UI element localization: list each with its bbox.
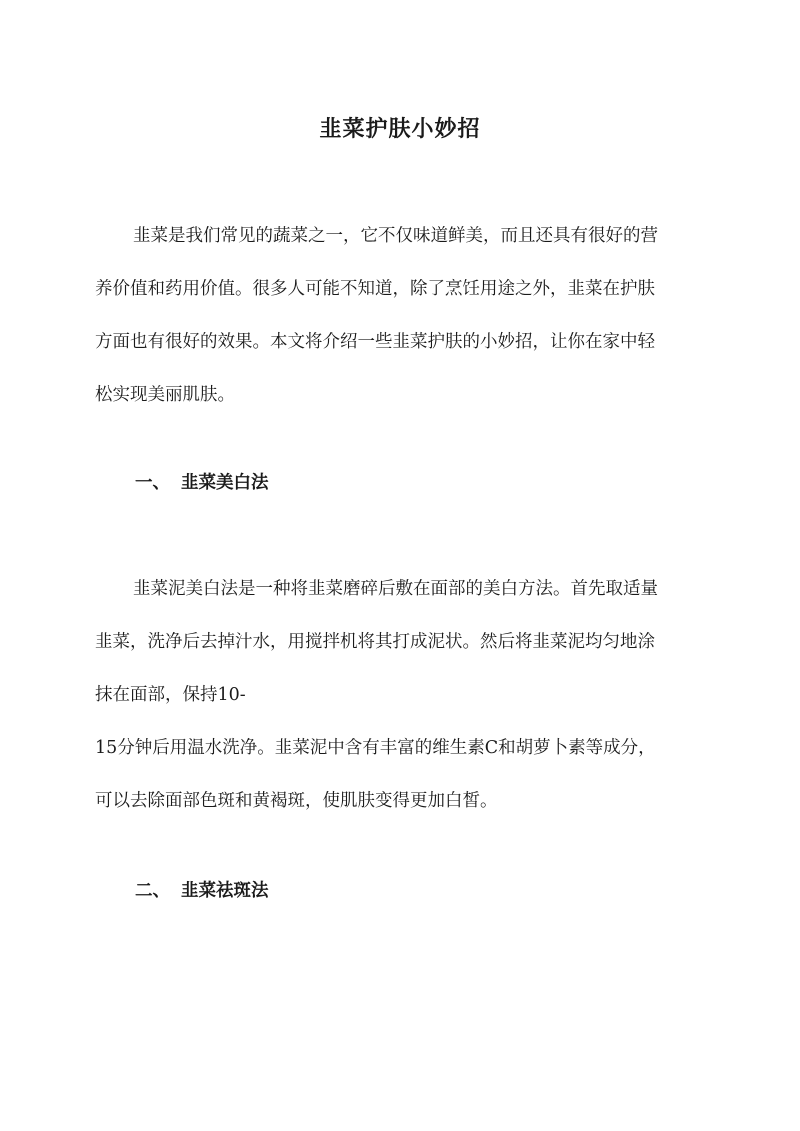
section-1-line-3: 抹在面部，保持10- bbox=[95, 685, 246, 705]
section-1-line-5: 可以去除面部色斑和黄褐斑，使肌肤变得更加白皙。 bbox=[95, 791, 498, 811]
intro-line-4: 松实现美丽肌肤。 bbox=[95, 385, 235, 405]
section-number-2: 二、 bbox=[135, 881, 170, 901]
section-title-1: 韭菜美白法 bbox=[181, 473, 269, 493]
section-number-1: 一、 bbox=[135, 473, 170, 493]
intro-line-3: 方面也有很好的效果。本文将介绍一些韭菜护肤的小妙招，让你在家中轻 bbox=[95, 332, 655, 352]
section-1-line-2: 韭菜，洗净后去掉汁水，用搅拌机将其打成泥状。然后将韭菜泥均匀地涂 bbox=[95, 632, 655, 652]
section-title-2: 韭菜祛斑法 bbox=[181, 881, 269, 901]
intro-line-1: 韭菜是我们常见的蔬菜之一，它不仅味道鲜美，而且还具有很好的营 bbox=[133, 226, 658, 246]
section-1-line-1: 韭菜泥美白法是一种将韭菜磨碎后敷在面部的美白方法。首先取适量 bbox=[133, 579, 658, 599]
section-1-line-4: 15分钟后用温水洗净。韭菜泥中含有丰富的维生素C和胡萝卜素等成分， bbox=[95, 738, 656, 758]
section-heading-1 bbox=[135, 468, 269, 498]
document-title: 韭菜护肤小妙招 bbox=[319, 115, 481, 142]
section-heading-2 bbox=[135, 876, 269, 906]
section-1-paragraph bbox=[95, 563, 701, 828]
intro-paragraph bbox=[95, 210, 701, 422]
intro-line-2: 养价值和药用价值。很多人可能不知道，除了烹饪用途之外，韭菜在护肤 bbox=[95, 279, 655, 299]
